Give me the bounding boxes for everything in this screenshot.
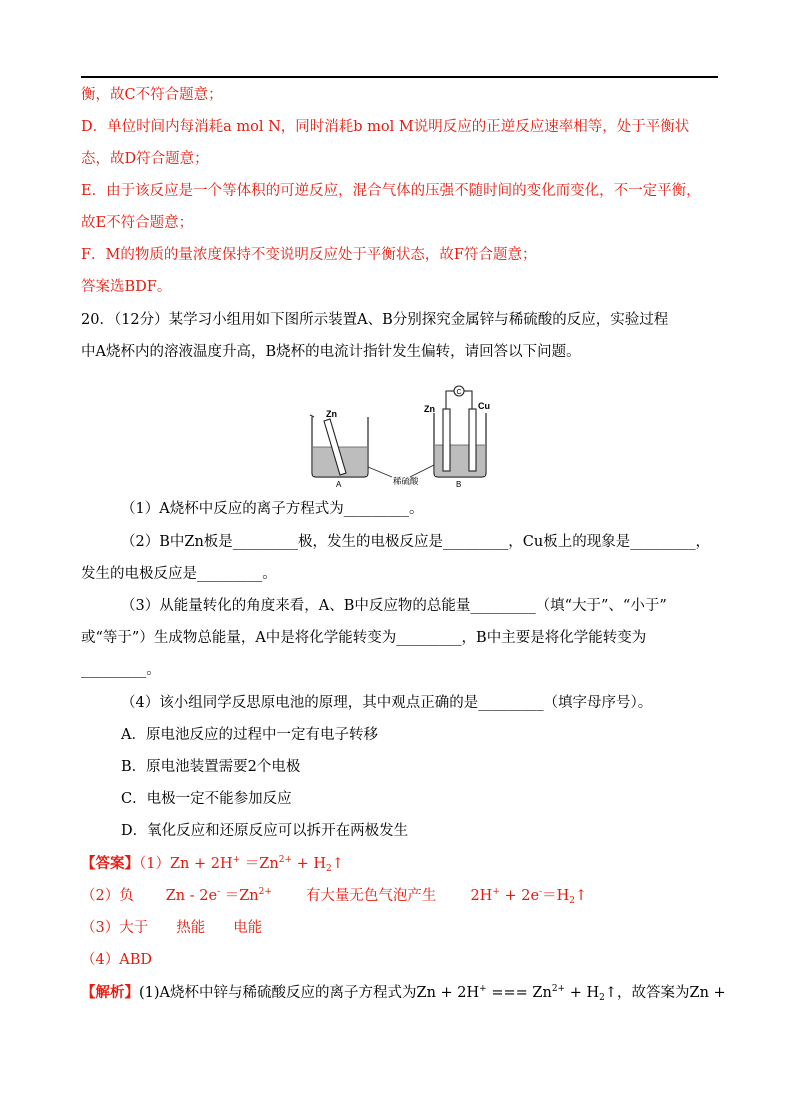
- text-line: 答案选BDF。: [81, 279, 172, 295]
- zn-label-a: Zn: [326, 409, 337, 419]
- text-line: F．M的物质的量浓度保持不变说明反应处于平衡状态，故F符合题意；: [81, 247, 537, 263]
- question-title: 20．（12分）某学习小组用如下图所示装置A、B分别探究金属锌与稀硫酸的反应，实验过程: [81, 312, 669, 328]
- apparatus-figure: [306, 381, 510, 489]
- option-b: B．原电池装置需要2个电极: [121, 759, 301, 775]
- text-line: D．单位时间内每消耗a mol N，同时消耗b mol M说明反应的正逆反应速率相等，处于平衡状: [81, 119, 690, 135]
- cu-electrode-b: [469, 409, 476, 471]
- option-d: D．氧化反应和还原反应可以拆开在两极发生: [121, 823, 409, 839]
- answer-line-1: 【答案】$(1)Zn + 2H^+ =Zn^{2+}$ + $H_2↑$: [81, 855, 344, 874]
- option-a: A．原电池反应的过程中一定有电子转移: [121, 727, 378, 743]
- answer-line-2: （2）负 $Zn - 2e^- =Zn^{2+}$ 有大量无色气泡产生 $2H^+ + 2e^-=H_2↑$: [81, 887, 588, 906]
- cu-label-b: Cu: [478, 401, 490, 411]
- label-b: B: [456, 480, 462, 489]
- text-line: _________。: [81, 662, 161, 678]
- text-line: 中A烧杯内的溶液温度升高，B烧杯的电流计指针发生偏转，请回答以下问题。: [81, 344, 581, 360]
- label-a: A: [336, 480, 342, 489]
- text-line: E．由于该反应是一个等体积的可逆反应，混合气体的压强不随时间的变化而变化，不一定平衡，: [81, 183, 701, 199]
- answer-line-3: （3）大于 热能 电能: [81, 920, 263, 936]
- text-line: 发生的电极反应是_________。: [81, 566, 277, 582]
- answer-line-4: （4）ABD: [81, 952, 152, 968]
- question-part-1: （1）A烧杯中反应的离子方程式为_________。: [121, 501, 424, 517]
- analysis-tag: 【解析】: [81, 984, 139, 1001]
- question-part-3: （3）从能量转化的角度来看，A、B中反应物的总能量_________（填“大于”、“小于”: [121, 598, 667, 614]
- text-line: 故E不符合题意；: [81, 215, 194, 231]
- answer-tag: 【答案】: [81, 855, 139, 872]
- galvanometer-label: C: [456, 389, 462, 396]
- text-line: 或“等于”）生成物总能量，A中是将化学能转变为_________，B中主要是将化学能转变为: [81, 630, 647, 646]
- zn-label-b: Zn: [424, 404, 435, 414]
- text-line: 态，故D符合题意；: [81, 151, 209, 167]
- question-part-2: （2）B中Zn板是_________极，发生的电极反应是_________，Cu板上的现象是_________，: [121, 534, 710, 550]
- solution-label: 稀硫酸: [393, 477, 419, 487]
- option-c: C．电极一定不能参加反应: [121, 791, 292, 807]
- question-part-4: （4）该小组同学反思原电池的原理，其中观点正确的是_________（填字母序号）。: [121, 695, 653, 711]
- wire-right: [469, 391, 472, 409]
- analysis-line: 【解析】(1)A烧杯中锌与稀硫酸反应的离子方程式为Zn + 2H+ === $Zn^{2+}$ + $H_2↑$，故答案为Zn +: [81, 984, 726, 1003]
- zn-electrode-b: [443, 409, 450, 471]
- text-line: 衡，故C不符合题意；: [81, 87, 223, 103]
- wire-left: [446, 391, 449, 409]
- header-rule: [81, 76, 718, 78]
